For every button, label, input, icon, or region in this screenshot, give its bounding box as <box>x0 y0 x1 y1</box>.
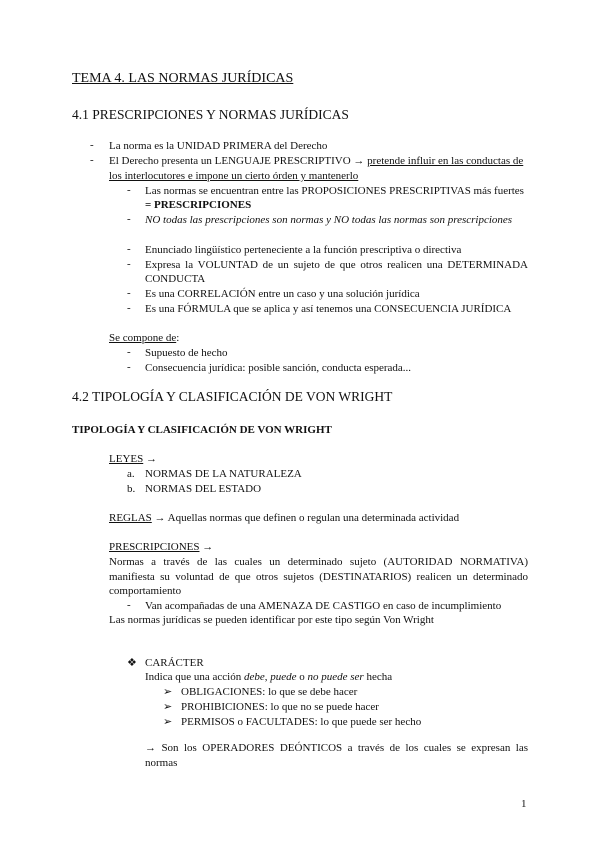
sub-bullet-text-continued: = PRESCRIPCIONES <box>145 199 252 211</box>
page-number: 1 <box>521 798 527 810</box>
sub-bullet-text: Las normas se encuentran entre las PROPOSICIONES PRESCRIPTIVAS más fuertes <box>145 185 524 197</box>
operadores-line: → Son los OPERADORES DEÓNTICOS a través de los cuales se expresan las <box>145 742 528 754</box>
list-item: NORMAS DEL ESTADO <box>145 483 262 495</box>
page-title: TEMA 4. LAS NORMAS JURÍDICAS <box>72 71 294 86</box>
caracter-intro-part: Indica que una acción <box>145 671 244 683</box>
bullet-text-continued: los interlocutores e impone un cierto órden y mantenerlo <box>109 170 359 182</box>
subheading: TIPOLOGÍA Y CLASIFICACIÓN DE VON WRIGHT <box>72 424 332 436</box>
leyes-arrow: → <box>143 453 157 465</box>
sub-bullet-text: Es una FÓRMULA que se aplica y así tenemos una CONSECUENCIA JURÍDICA <box>145 303 512 315</box>
sub-bullet-text-continued: CONDUCTA <box>145 273 206 285</box>
caracter-item: OBLIGACIONES: lo que se debe hacer <box>181 686 358 698</box>
section-heading-4-1: 4.1 PRESCRIPCIONES Y NORMAS JURÍDICAS <box>72 107 349 122</box>
dash-bullet: - <box>127 213 131 225</box>
paragraph-line: comportamiento <box>109 585 182 597</box>
prescripciones-label-text: PRESCRIPCIONES <box>109 541 200 553</box>
list-marker: b. <box>127 483 136 495</box>
caracter-intro-puede: puede <box>270 671 297 683</box>
dash-bullet: - <box>127 346 131 358</box>
arrow-bullet: ➢ <box>163 716 173 728</box>
sub-bullet-text: Consecuencia jurídica: posible sanción, conducta esperada... <box>145 362 412 374</box>
caracter-intro-part: hecha <box>363 671 393 683</box>
diamond-bullet: ❖ <box>127 657 137 669</box>
arrow-bullet: ➢ <box>163 701 173 713</box>
dash-bullet: - <box>90 154 94 166</box>
paragraph-line: Las normas jurídicas se pueden identificar por este tipo según Von Wright <box>109 614 434 626</box>
paragraph-line: manifiesta su voluntad de que otros sujetos (DESTINATARIOS) realicen un determinado <box>109 571 528 583</box>
bullet-text <box>109 154 523 168</box>
caracter-item: PERMISOS o FACULTADES: lo que puede ser hecho <box>181 716 422 728</box>
bullet-text-underlined: pretende influir en las conductas de <box>367 155 524 167</box>
sub-bullet-text: Es una CORRELACIÓN entre un caso y una solución jurídica <box>145 288 420 300</box>
caracter-label: CARÁCTER <box>145 657 204 669</box>
arrow-bullet: ➢ <box>163 686 173 698</box>
sub-bullet-text: NO todas las prescripciones son normas y NO todas las normas son prescripciones <box>145 214 513 226</box>
dash-bullet: - <box>127 258 131 270</box>
dash-bullet: - <box>127 243 131 255</box>
reglas-label: REGLAS <box>109 512 152 524</box>
prescripciones-label <box>109 540 213 554</box>
dash-bullet: - <box>127 302 131 314</box>
list-marker: a. <box>127 468 135 480</box>
compone-label-text: Se compone de <box>109 332 177 344</box>
dash-bullet: - <box>90 139 94 151</box>
sub-bullet-text: Enunciado lingüístico perteneciente a la función prescriptiva o directiva <box>145 244 462 256</box>
caracter-intro-part: , <box>264 671 271 683</box>
leyes-label <box>109 452 157 466</box>
paragraph-line: Normas a través de las cuales un determinado sujeto (AUTORIDAD NORMATIVA) <box>109 556 528 568</box>
caracter-item: PROHIBICIONES: lo que no se puede hacer <box>181 701 379 713</box>
dash-bullet: - <box>127 599 131 611</box>
compone-colon: : <box>176 332 180 344</box>
compone-label <box>109 331 179 345</box>
bullet-text-part: El Derecho presenta un LENGUAJE PRESCRIPTIVO → <box>109 155 368 167</box>
reglas-text: → Aquellas normas que definen o regulan una determinada actividad <box>151 512 460 524</box>
sub-bullet-text: Supuesto de hecho <box>145 347 228 359</box>
prescripciones-arrow: → <box>199 541 214 553</box>
sub-bullet-text: Expresa la VOLUNTAD de un sujeto de que otros realicen una DETERMINADA <box>145 259 528 271</box>
leyes-label-text: LEYES <box>109 453 144 465</box>
dash-bullet: - <box>127 361 131 373</box>
section-heading-4-2: 4.2 TIPOLOGÍA Y CLASIFICACIÓN DE VON WRIGHT <box>72 389 393 404</box>
caracter-intro <box>145 670 392 684</box>
operadores-line: normas <box>145 757 178 769</box>
dash-bullet: - <box>127 184 131 196</box>
caracter-intro-debe: debe <box>243 671 265 683</box>
bullet-text: La norma es la UNIDAD PRIMERA del Derecho <box>109 140 328 152</box>
sub-bullet-text: Van acompañadas de una AMENAZA DE CASTIGO en caso de incumplimiento <box>145 600 502 612</box>
caracter-intro-part: o <box>296 671 308 683</box>
dash-bullet: - <box>127 287 131 299</box>
caracter-intro-no-puede: no puede ser <box>307 671 364 683</box>
reglas-line <box>109 511 459 525</box>
list-item: NORMAS DE LA NATURALEZA <box>145 468 302 480</box>
